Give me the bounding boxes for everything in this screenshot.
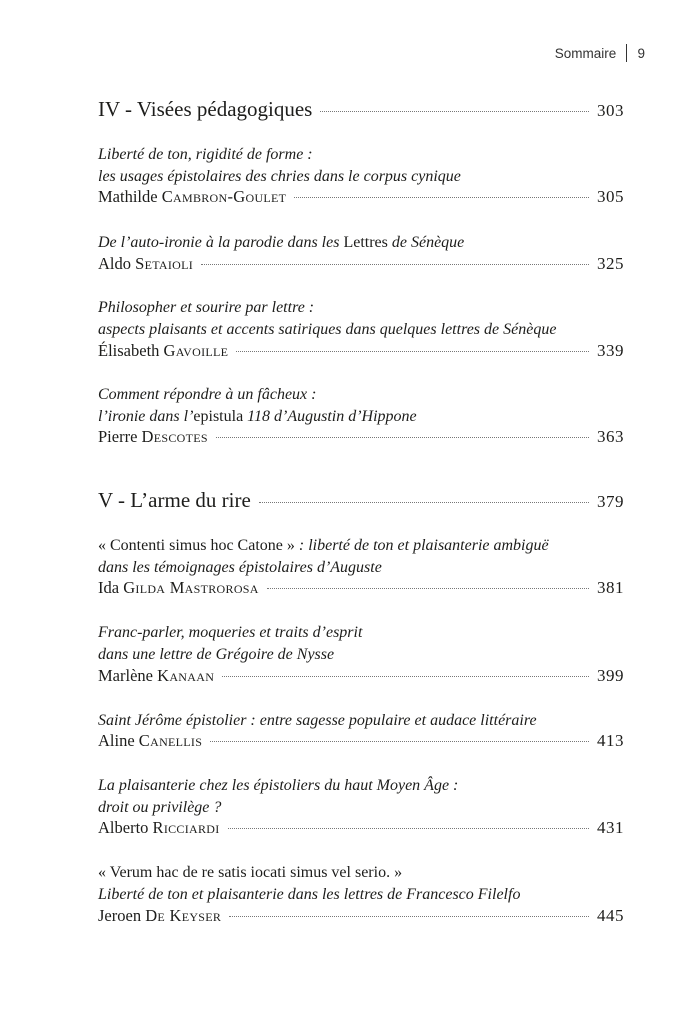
page-number: 9 xyxy=(637,45,645,61)
entry-title-line: droit ou privilège ? xyxy=(98,799,222,816)
author-last-name: Gilda Mastrorosa xyxy=(123,578,259,597)
toc-entry[interactable] xyxy=(98,666,624,686)
entry-title-line: les usages épistolaires des chries dans le corpus cynique xyxy=(98,168,461,185)
running-header xyxy=(555,44,645,62)
entry-author xyxy=(98,578,259,598)
section-title: V - L’arme du rire xyxy=(98,488,251,512)
entry-page: 431 xyxy=(597,818,624,837)
author-first-name: Aline xyxy=(98,731,135,750)
author-first-name: Pierre xyxy=(98,427,138,446)
dot-leader xyxy=(236,351,589,352)
running-header-label: Sommaire xyxy=(554,45,617,61)
entry-title xyxy=(98,297,638,341)
entry-title-line: Franc-parler, moqueries et traits d’esprit xyxy=(98,624,363,641)
entry-title-line: dans une lettre de Grégoire de Nysse xyxy=(98,646,335,663)
dot-leader xyxy=(228,828,589,829)
dot-leader xyxy=(320,111,589,112)
entry-page: 339 xyxy=(597,341,624,360)
toc-entry[interactable] xyxy=(98,818,624,838)
dot-leader xyxy=(210,741,589,742)
title-part: : liberté de ton et plaisanterie ambiguë xyxy=(294,537,549,554)
author-last-name: Cambron-Goulet xyxy=(161,187,287,206)
entry-title-line: aspects plaisants et accents satiriques dans quelques lettres de Sénèque xyxy=(98,321,557,338)
title-part: l’ironie dans l’ xyxy=(98,408,194,425)
section-page: 379 xyxy=(597,492,624,511)
title-part: 118 d’Augustin d’Hippone xyxy=(243,408,417,425)
author-first-name: Ida xyxy=(98,578,120,597)
entry-page: 363 xyxy=(597,427,624,446)
entry-page: 399 xyxy=(597,666,624,685)
dot-leader xyxy=(229,916,589,917)
author-last-name: De Keyser xyxy=(145,906,222,925)
section-heading-iv[interactable] xyxy=(98,97,624,122)
toc-entry[interactable] xyxy=(98,341,624,361)
title-part: de Sénèque xyxy=(387,234,465,251)
toc-entry[interactable] xyxy=(98,187,624,207)
entry-author xyxy=(98,341,228,361)
dot-leader xyxy=(201,264,589,265)
section-page: 303 xyxy=(597,101,624,120)
entry-title xyxy=(98,622,638,666)
entry-title xyxy=(98,144,638,188)
author-first-name: Aldo xyxy=(98,254,131,273)
author-last-name: Gavoille xyxy=(163,341,229,360)
toc-entry[interactable] xyxy=(98,906,624,926)
author-first-name: Marlène xyxy=(98,666,153,685)
toc-entry[interactable] xyxy=(98,578,624,598)
entry-title-line: Saint Jérôme épistolier : entre sagesse populaire et audace littéraire xyxy=(98,712,537,729)
title-part-upright: « Contenti simus hoc Catone » xyxy=(98,537,295,554)
entry-author xyxy=(98,187,286,207)
entry-title xyxy=(98,535,638,579)
dot-leader xyxy=(259,502,589,503)
entry-title-line: « Verum hac de re satis iocati simus vel serio. » xyxy=(98,864,403,881)
author-first-name: Mathilde xyxy=(98,187,158,206)
author-first-name: Alberto xyxy=(98,818,149,837)
entry-title-line: Liberté de ton, rigidité de forme : xyxy=(98,146,313,163)
dot-leader xyxy=(216,437,589,438)
entry-title-line xyxy=(98,232,638,254)
entry-author xyxy=(98,731,202,751)
section-heading-v[interactable] xyxy=(98,488,624,513)
section-title: IV - Visées pédagogiques xyxy=(98,97,313,121)
toc-entry[interactable] xyxy=(98,427,624,447)
title-part: De l’auto-ironie à la parodie dans les xyxy=(98,234,344,251)
entry-title xyxy=(98,232,638,254)
entry-author xyxy=(98,906,221,926)
entry-title-line: Liberté de ton et plaisanterie dans les lettres de Francesco Filelfo xyxy=(98,886,521,903)
author-first-name: Élisabeth xyxy=(98,341,160,360)
entry-title-line xyxy=(98,406,638,428)
author-last-name: Ricciardi xyxy=(152,818,220,837)
title-part-upright: Lettres xyxy=(343,234,388,251)
entry-title-line: Philosopher et sourire par lettre : xyxy=(98,299,315,316)
entry-page: 325 xyxy=(597,254,624,273)
entry-title xyxy=(98,710,638,732)
entry-title xyxy=(98,775,638,819)
dot-leader xyxy=(294,197,589,198)
dot-leader xyxy=(222,676,589,677)
toc-entry[interactable] xyxy=(98,254,624,274)
entry-title xyxy=(98,384,638,428)
entry-author xyxy=(98,818,220,838)
entry-title xyxy=(98,862,638,906)
entry-title-line: dans les témoignages épistolaires d’Auguste xyxy=(98,559,382,576)
entry-page: 305 xyxy=(597,187,624,206)
entry-author xyxy=(98,254,193,274)
entry-title-line: Comment répondre à un fâcheux : xyxy=(98,386,317,403)
author-last-name: Kanaan xyxy=(157,666,215,685)
entry-page: 381 xyxy=(597,578,624,597)
author-last-name: Canellis xyxy=(138,731,203,750)
entry-author xyxy=(98,427,208,447)
entry-page: 413 xyxy=(597,731,624,750)
author-first-name: Jeroen xyxy=(98,906,142,925)
entry-title-line: La plaisanterie chez les épistoliers du haut Moyen Âge : xyxy=(98,777,459,794)
toc-entry[interactable] xyxy=(98,731,624,751)
title-part-upright: epistula xyxy=(193,408,244,425)
author-last-name: Descotes xyxy=(141,427,208,446)
entry-page: 445 xyxy=(597,906,624,925)
dot-leader xyxy=(267,588,589,589)
entry-title-line xyxy=(98,535,638,557)
author-last-name: Setaioli xyxy=(135,254,194,273)
header-divider xyxy=(626,44,627,62)
entry-author xyxy=(98,666,214,686)
